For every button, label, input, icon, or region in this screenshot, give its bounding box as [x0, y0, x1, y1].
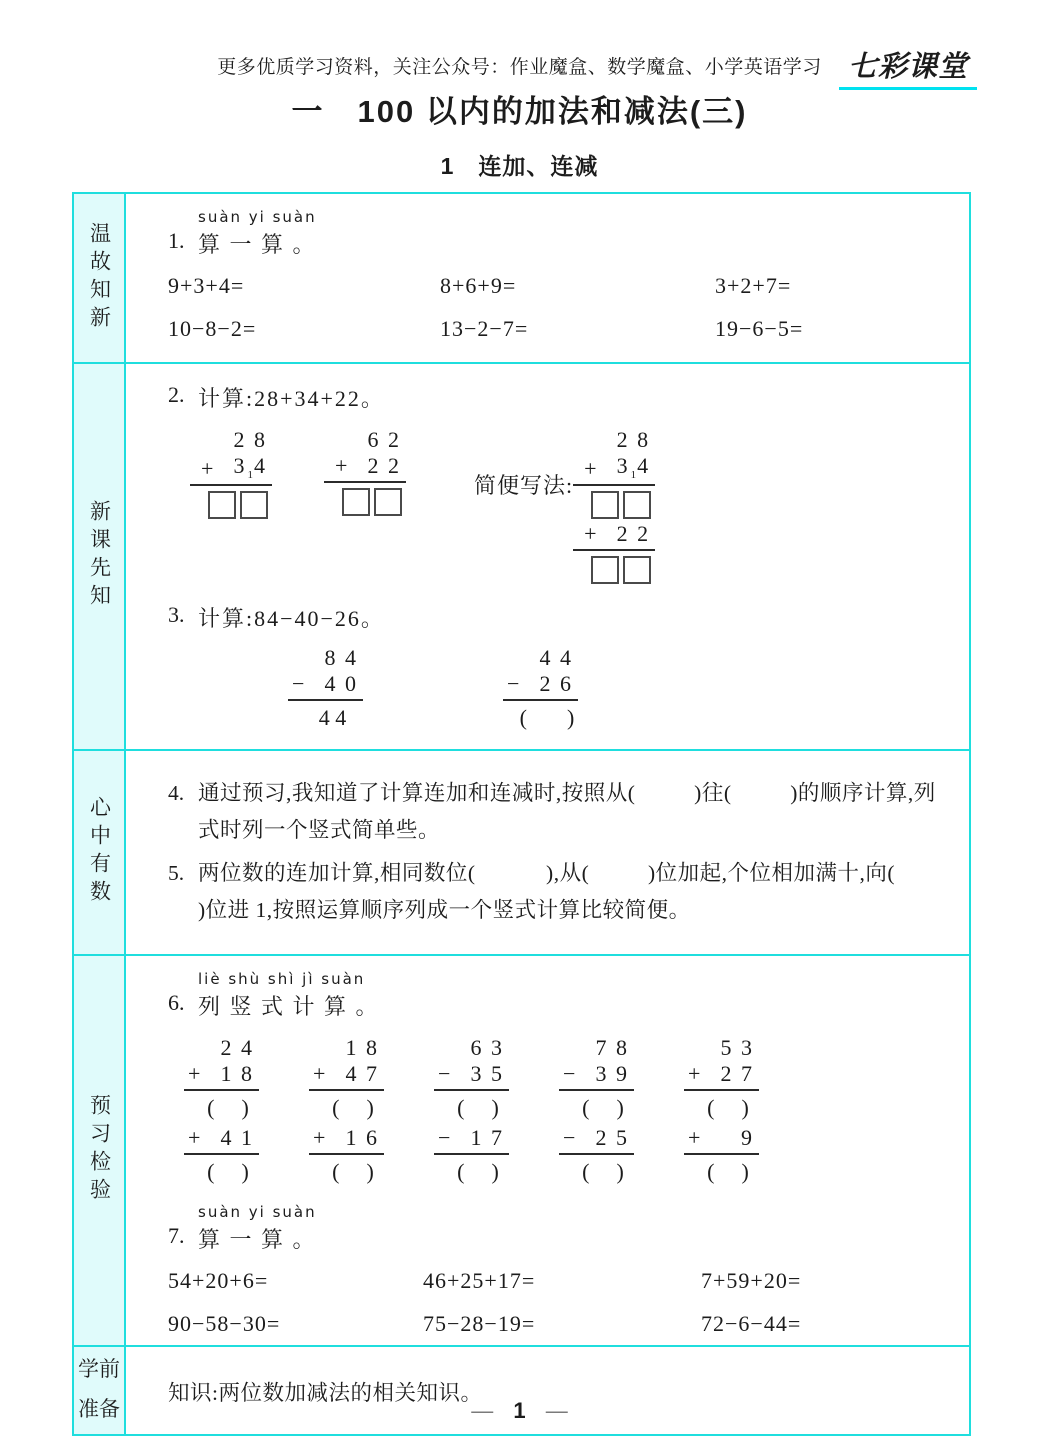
vertical-calc-63-35-17	[434, 1035, 509, 1189]
answer-boxes	[190, 486, 272, 521]
operator: +	[201, 455, 214, 481]
section-key-points-content	[126, 751, 969, 954]
equation-grid	[168, 1268, 951, 1337]
section-label-key-points	[74, 751, 126, 954]
calc-operand: 2 7	[720, 1060, 754, 1086]
answer-box	[342, 488, 370, 516]
answer-box	[623, 556, 651, 584]
operator: +	[188, 1060, 201, 1086]
answer-boxes	[573, 551, 655, 586]
pinyin-annotation: suàn yi suàn	[198, 208, 317, 226]
calc-top-number: 8 4	[324, 644, 358, 670]
calc-result-blank: ( )	[582, 1158, 625, 1184]
calc-addend: $3_14$	[616, 452, 651, 481]
calc-result-blank: ( )	[707, 1158, 750, 1184]
calc-operand: 1 8	[220, 1060, 254, 1086]
calc-top-number: 7 8	[595, 1034, 629, 1060]
problem-title-text: 计算:84−40−26。	[198, 605, 385, 631]
calc-result: 4 4	[318, 704, 347, 730]
problem-3-title	[168, 602, 951, 633]
problem-title-text: 列 竖 式 计 算 。	[198, 993, 380, 1019]
operator: −	[563, 1124, 576, 1150]
calc-row-3	[184, 1035, 951, 1189]
carry-mark: 1	[247, 468, 253, 481]
problem-number: 5.	[168, 860, 185, 885]
section-new-lesson	[74, 364, 969, 751]
equation: 9+3+4=	[168, 273, 245, 298]
calc-top-number: 6 3	[470, 1034, 504, 1060]
operator: +	[688, 1124, 701, 1150]
operator: +	[584, 455, 597, 481]
calc-top-number: 4 4	[539, 644, 573, 670]
operator: −	[438, 1124, 451, 1150]
calc-top-number: 2 4	[220, 1034, 254, 1060]
calc-top-number: 2 8	[616, 427, 651, 452]
calc-operand: 3 9	[595, 1060, 629, 1086]
operator: −	[507, 670, 520, 696]
equation: 7+59+20=	[701, 1267, 802, 1293]
problem-5	[168, 855, 954, 929]
answer-box	[591, 556, 619, 584]
equation: 3+2+7=	[715, 273, 792, 298]
problem-number: 2.	[168, 382, 185, 407]
calc-addend: 2 2	[367, 452, 401, 478]
vertical-calc-78-39-25	[559, 1035, 634, 1189]
equation: 46+25+17=	[423, 1267, 536, 1293]
operator: +	[584, 520, 597, 546]
simple-method-label: 简便写法:	[474, 473, 574, 498]
operator: −	[292, 670, 305, 696]
section-label-preview-check	[74, 956, 126, 1345]
carry-mark: 1	[630, 468, 637, 481]
calc-top-number: 5 3	[720, 1034, 754, 1060]
vertical-calc-84-40	[288, 645, 363, 735]
section-label-review	[74, 194, 126, 362]
section-label-text: 新课先知	[87, 500, 112, 613]
calc-row-1	[190, 427, 951, 586]
calc-operand: 3 5	[470, 1060, 504, 1086]
problem-title-text: 计算:28+34+22。	[198, 386, 385, 411]
answer-box	[240, 491, 268, 519]
page-number: 1	[513, 1398, 526, 1423]
calc-result-blank: ( )	[457, 1158, 500, 1184]
answer-box	[374, 488, 402, 516]
calc-result-blank: ( )	[207, 1158, 250, 1184]
pinyin-annotation: liè shù shì jì suàn	[198, 969, 366, 988]
calc-row-2	[288, 645, 951, 735]
problem-title-text: 算 一 算 。	[198, 1226, 317, 1252]
footer-dash: —	[545, 1398, 568, 1423]
calc-top-number: 1 8	[345, 1034, 379, 1060]
unit-title: 一 100 以内的加法和减法(三)	[291, 94, 748, 129]
calc-result-blank: ( )	[707, 1094, 750, 1120]
calc-result-blank: ( )	[332, 1094, 375, 1120]
equation: 10−8−2=	[168, 316, 257, 341]
equation: 13−2−7=	[440, 316, 529, 341]
section-key-points	[74, 751, 969, 956]
answer-box	[623, 491, 651, 519]
section-review	[74, 194, 969, 364]
section-label-text: 温故知新	[87, 222, 112, 334]
calc-addend: $3_14$	[233, 452, 267, 481]
operator: +	[188, 1124, 201, 1150]
calc-operand: 4 1	[220, 1124, 254, 1150]
section-label-new-lesson	[74, 364, 126, 749]
operator: +	[688, 1060, 701, 1086]
calc-result-blank: ( )	[457, 1094, 500, 1120]
promo-note: 更多优质学习资料，关注公众号：作业魔盒、数学魔盒、小学英语学习	[217, 57, 822, 78]
vertical-calc-62-22	[324, 427, 406, 518]
equation: 19−6−5=	[715, 316, 804, 341]
page-footer	[0, 1398, 1039, 1424]
calc-result-blank: ( )	[207, 1094, 250, 1120]
worksheet-table	[72, 192, 971, 1436]
problem-number: 1.	[168, 228, 185, 253]
fill-blank-statement: 通过预习,我知道了计算连加和连减时,按照从( )往( )的顺序计算,列式时列一个竖式简单些。	[198, 780, 936, 842]
brand-logo	[839, 44, 977, 90]
answer-box	[208, 491, 236, 519]
fill-blank-statement: 两位数的连加计算,相同数位( ),从( )位加起,个位相加满十,向( )位进 1,按照运算顺序列成一个竖式计算比较简便。	[198, 860, 954, 922]
equation: 75−28−19=	[423, 1310, 536, 1336]
operator: −	[563, 1060, 576, 1086]
calc-operand: 9	[726, 1124, 754, 1150]
operator: −	[438, 1060, 451, 1086]
calc-operand: 1 7	[470, 1124, 504, 1150]
operator: +	[313, 1124, 326, 1150]
problem-number: 7.	[168, 1222, 185, 1248]
problem-4	[168, 775, 951, 849]
section-review-content	[126, 194, 969, 362]
problem-number: 4.	[168, 780, 185, 805]
vertical-calc-28-34	[190, 427, 272, 521]
section-label-text: 预习检验	[87, 1094, 112, 1207]
answer-boxes	[573, 486, 655, 521]
equation: 72−6−44=	[701, 1310, 802, 1336]
calc-top-number: 6 2	[367, 427, 401, 452]
calc-operand: 4 7	[345, 1060, 379, 1086]
problem-7-title	[168, 1223, 951, 1254]
equation: 90−58−30=	[168, 1310, 281, 1336]
calc-subtrahend: 2 6	[539, 670, 573, 696]
problem-title-text: 算 一 算 。	[198, 232, 317, 257]
section-new-lesson-content	[126, 364, 969, 749]
problem-number: 3.	[168, 601, 185, 627]
vertical-calc-24-18-41	[184, 1035, 259, 1189]
calc-top-number: 2 8	[233, 427, 267, 452]
equation: 8+6+9=	[440, 273, 517, 298]
calc-result-blank: ( )	[582, 1094, 625, 1120]
problem-number: 6.	[168, 989, 185, 1015]
lesson-title: 1 连加、连减	[440, 153, 599, 179]
vertical-calc-44-26	[503, 645, 578, 735]
footer-dash: —	[471, 1398, 494, 1423]
section-label-text: 学前准备	[78, 1357, 120, 1422]
operator: +	[313, 1060, 326, 1086]
equation: 54+20+6=	[168, 1267, 269, 1293]
equation-grid	[168, 273, 951, 342]
answer-box	[591, 491, 619, 519]
problem-6-title	[168, 990, 951, 1021]
section-preview-check-content	[126, 956, 969, 1345]
calc-operand: 1 6	[345, 1124, 379, 1150]
section-preview-check	[74, 956, 969, 1347]
problem-1-title	[168, 228, 951, 259]
operator: +	[335, 452, 348, 478]
answer-boxes	[324, 483, 406, 518]
calc-addend: 2 2	[616, 520, 651, 546]
brand-logo-text: 七彩课堂	[847, 51, 968, 83]
vertical-calc-simplified	[573, 427, 655, 586]
calc-result-blank: ( )	[332, 1158, 375, 1184]
calc-subtrahend: 4 0	[324, 670, 358, 696]
pinyin-annotation: suàn yi suàn	[198, 1202, 317, 1221]
section-label-text: 心中有数	[87, 796, 112, 909]
calc-operand: 2 5	[595, 1124, 629, 1150]
knowledge-note: 知识:两位数加减法的相关知识。	[168, 1380, 483, 1405]
calc-result-blank: ( )	[519, 704, 576, 730]
problem-2-title	[168, 382, 951, 413]
vertical-calc-53-27-9	[684, 1035, 759, 1189]
vertical-calc-18-47-16	[309, 1035, 384, 1189]
